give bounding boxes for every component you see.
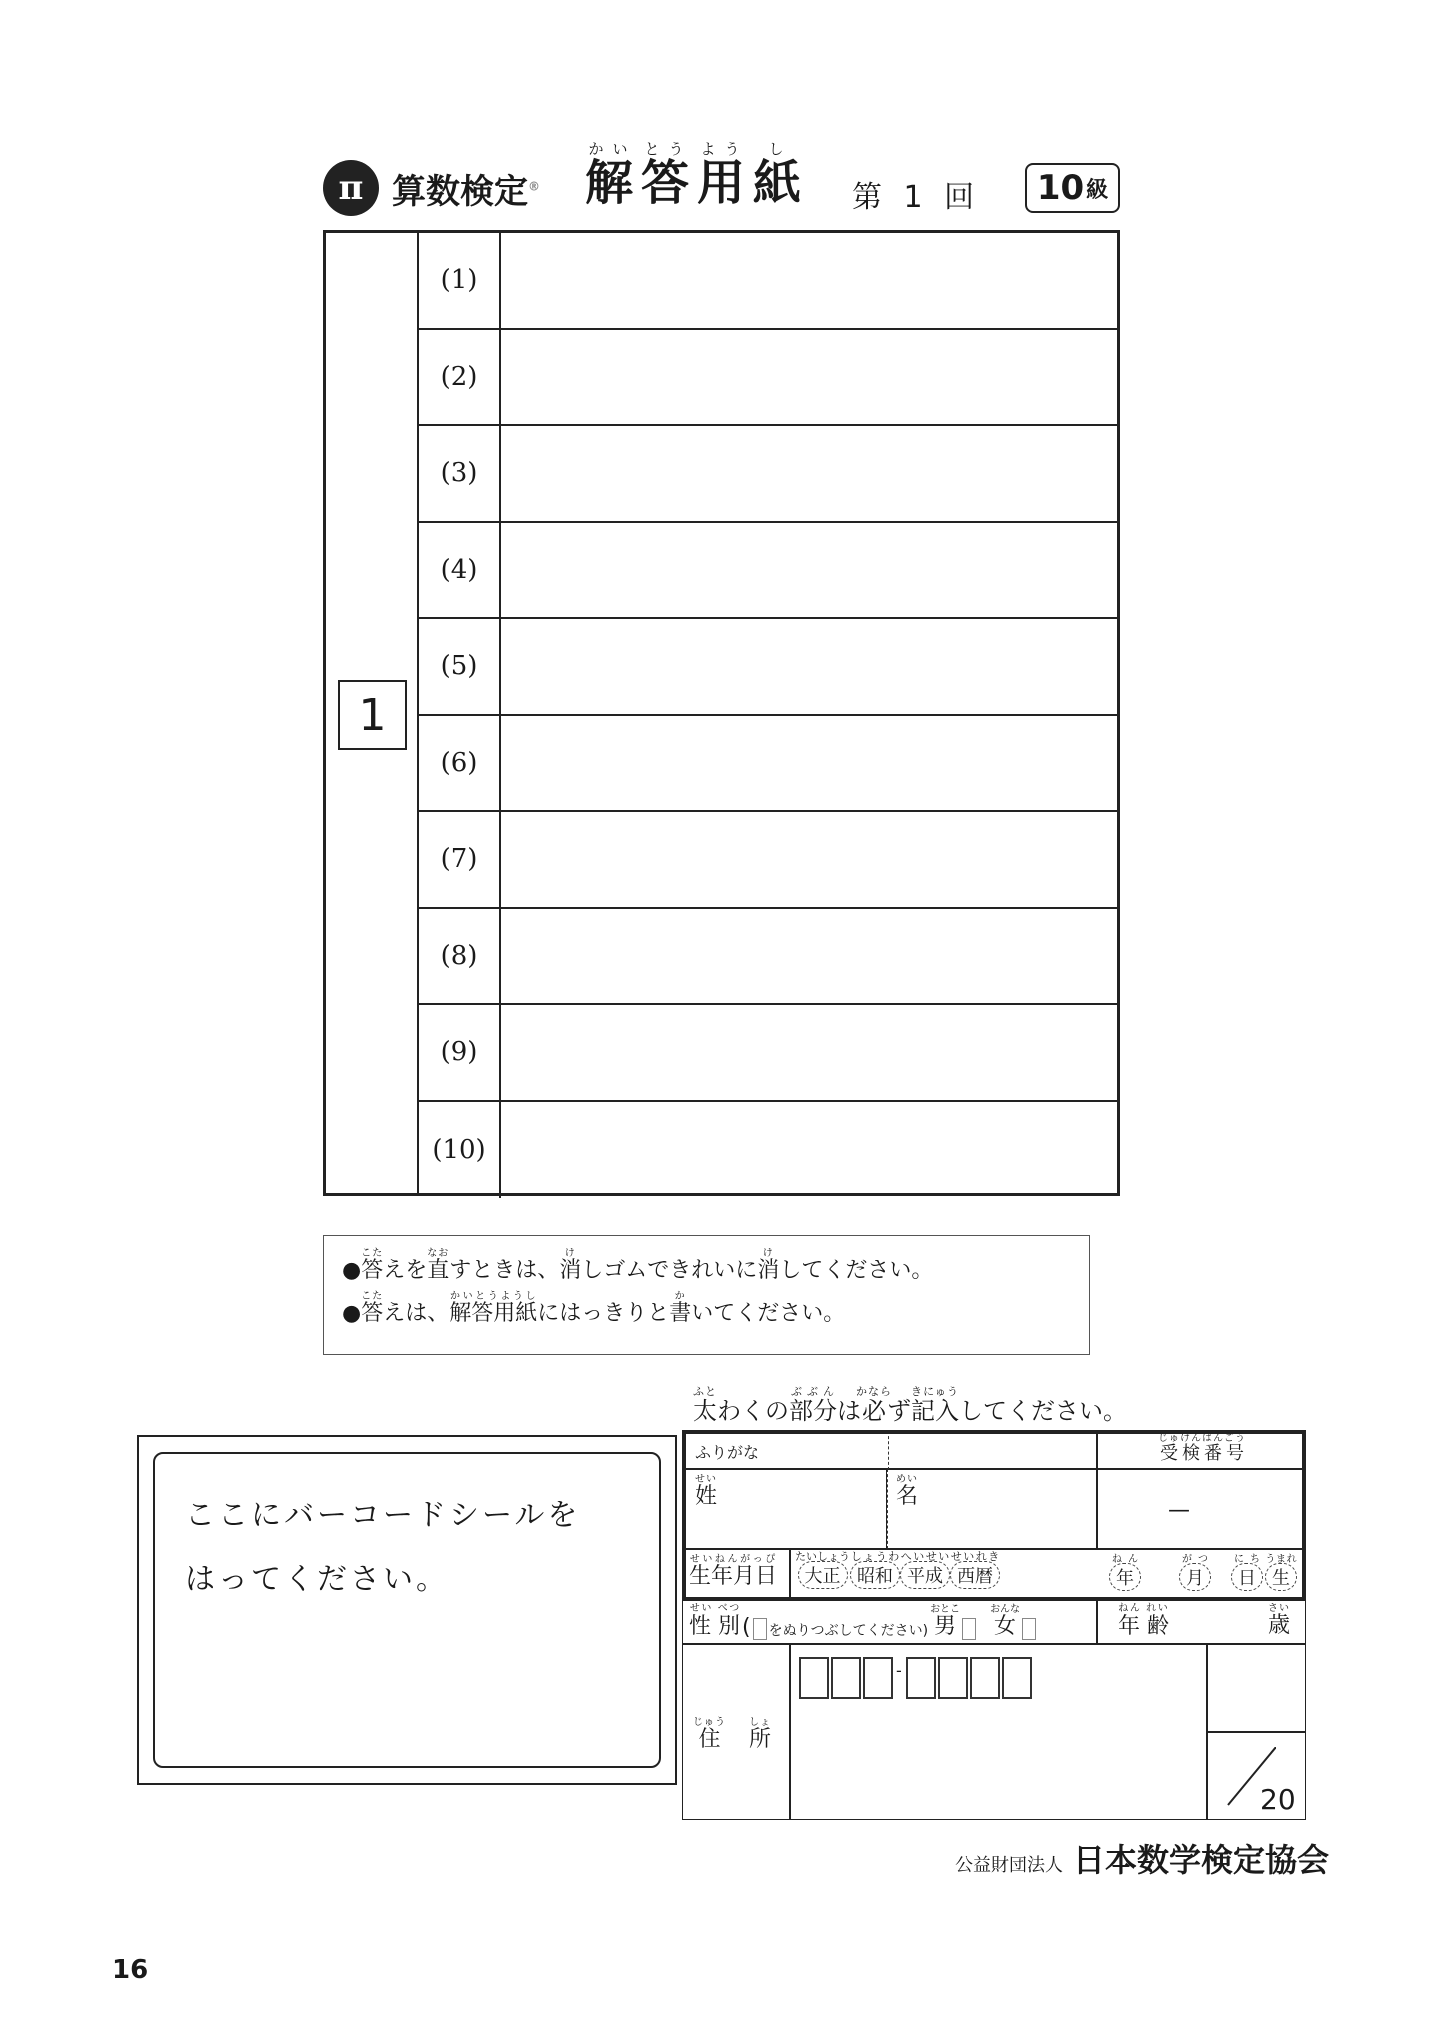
question-number: (3) <box>419 426 501 521</box>
title-char: 用よう <box>697 140 746 211</box>
instruction-line: ●答こたえを直なおすときは、消けしゴムできれいに消けしてください。 <box>342 1248 934 1283</box>
sex-label: 性 別 <box>689 1614 740 1639</box>
question-row <box>419 909 1120 1006</box>
zip-digit-box[interactable] <box>970 1657 1000 1699</box>
notice-part: 必かなら <box>856 1385 892 1425</box>
age-field[interactable]: 年 齢ねん れい 歳さい <box>1097 1600 1306 1644</box>
exam-number-label: 受検番号 <box>1158 1443 1246 1464</box>
answer-table <box>323 230 1120 1196</box>
organization-name: 公益財団法人 日本数学検定協会 <box>955 1841 1330 1879</box>
sex-field: 性 別せい べつ ( をぬりつぶしてください) 男おとこ 女おんな <box>682 1600 1097 1644</box>
score-blank <box>1207 1644 1306 1732</box>
furigana-label: ふりがな <box>695 1443 760 1462</box>
female-label: 女 <box>990 1614 1021 1639</box>
era-option[interactable]: 平成へいせい <box>900 1550 950 1587</box>
question-row <box>419 330 1120 427</box>
title-char: 答とう <box>641 140 690 211</box>
zip-digit-box[interactable] <box>938 1657 968 1699</box>
age-unit: 歳 <box>1268 1613 1291 1638</box>
pi-logo-icon: π <box>323 160 379 216</box>
answer-field[interactable] <box>501 330 1120 425</box>
page-title <box>585 140 801 213</box>
brand-text: 算数検定 <box>392 172 528 212</box>
address-field[interactable] <box>790 1644 1207 1820</box>
score-box <box>1207 1732 1306 1820</box>
notice-part: ず <box>887 1397 911 1425</box>
male-checkbox[interactable] <box>962 1618 976 1640</box>
barcode-area <box>137 1435 677 1785</box>
required-notice <box>693 1385 1127 1426</box>
examinee-form <box>682 1430 1306 1822</box>
male-label: 男 <box>930 1614 961 1639</box>
sex-instruction: をぬりつぶしてください) <box>768 1623 929 1639</box>
birthdate-label: 生年月日 <box>689 1564 778 1589</box>
question-row <box>419 716 1120 813</box>
round-label: 第 1 回 <box>852 180 981 215</box>
section-number: 1 <box>338 680 407 750</box>
female-checkbox[interactable] <box>1022 1618 1036 1640</box>
grade-badge: 10 級 <box>1025 163 1120 213</box>
question-row <box>419 619 1120 716</box>
zip-dash: - <box>896 1661 902 1680</box>
instructions-box <box>323 1235 1090 1355</box>
barcode-text: はってください。 <box>185 1562 449 1597</box>
title-char: 紙し <box>753 140 802 211</box>
question-number: (4) <box>419 523 501 618</box>
address-label: 住 <box>693 1727 726 1752</box>
question-number: (7) <box>419 812 501 907</box>
exam-number-field[interactable] <box>1097 1469 1306 1549</box>
section-column <box>326 233 419 1193</box>
answer-field[interactable] <box>501 1005 1120 1100</box>
question-row <box>419 523 1120 620</box>
notice-part: 記入きにゅう <box>911 1385 959 1425</box>
question-row <box>419 1005 1120 1102</box>
birthdate-field[interactable]: 大正たいしょう昭和しょうわ平成へいせい西暦せいれき 年ねん 月がつ 日にち 生うまれ <box>790 1549 1306 1600</box>
given-name-field[interactable]: 名めい <box>887 1469 1097 1549</box>
given-name-label: 名 <box>896 1484 919 1509</box>
answer-field[interactable] <box>501 426 1120 521</box>
answer-field[interactable] <box>501 716 1120 811</box>
question-number: (8) <box>419 909 501 1004</box>
answer-field[interactable] <box>501 523 1120 618</box>
birthdate-label-cell: 生年月日せいねんがっぴ <box>682 1549 790 1600</box>
question-number: (6) <box>419 716 501 811</box>
score-max: 20 <box>1260 1783 1296 1816</box>
notice-part: わくの <box>717 1397 789 1425</box>
zip-digit-box[interactable] <box>831 1657 861 1699</box>
notice-part: は <box>837 1397 861 1425</box>
answer-field[interactable] <box>501 619 1120 714</box>
answer-field[interactable] <box>501 1102 1120 1199</box>
notice-part: 部分ぶぶん <box>789 1385 837 1425</box>
question-number: (2) <box>419 330 501 425</box>
page-number: 16 <box>112 1955 149 1985</box>
era-option[interactable]: 大正たいしょう <box>795 1550 850 1587</box>
question-number: (10) <box>419 1102 501 1199</box>
zip-digit-box[interactable] <box>799 1657 829 1699</box>
surname-label: 姓 <box>695 1484 718 1509</box>
notice-part: してください。 <box>959 1397 1127 1425</box>
notice-part: 太ふと <box>693 1385 717 1425</box>
question-row <box>419 812 1120 909</box>
barcode-sticker-box <box>153 1452 661 1768</box>
brand-name <box>392 164 540 213</box>
registered-mark: ® <box>528 179 540 194</box>
zip-digit-box[interactable] <box>906 1657 936 1699</box>
title-char: 解かい <box>585 140 634 211</box>
question-number: (5) <box>419 619 501 714</box>
era-option[interactable]: 西暦せいれき <box>950 1550 1000 1587</box>
era-option[interactable]: 昭和しょうわ <box>850 1550 900 1587</box>
zip-digit-box[interactable] <box>1002 1657 1032 1699</box>
address-label-cell: 住じゅう 所しょ <box>682 1644 790 1820</box>
question-number: (9) <box>419 1005 501 1100</box>
question-number: (1) <box>419 233 501 328</box>
question-row <box>419 426 1120 523</box>
address-label: 所 <box>749 1727 772 1752</box>
answer-field[interactable] <box>501 909 1120 1004</box>
answer-field[interactable] <box>501 233 1120 328</box>
question-row <box>419 1102 1120 1199</box>
exam-number-header: 受検番号じゅけんばんごう <box>1097 1430 1306 1469</box>
answer-field[interactable] <box>501 812 1120 907</box>
furigana-field[interactable] <box>682 1430 1097 1469</box>
checkbox-icon <box>753 1618 767 1640</box>
question-row <box>419 233 1120 330</box>
instruction-line: ●答こたえは、解答用紙かいとうようしにはっきりと書かいてください。 <box>342 1291 846 1326</box>
zip-digit-box[interactable] <box>863 1657 893 1699</box>
barcode-text: ここにバーコードシールを <box>185 1498 581 1533</box>
exam-number-dash: — <box>1168 1498 1190 1523</box>
surname-field[interactable]: 姓せい <box>682 1469 887 1549</box>
age-label: 年 齢 <box>1118 1614 1169 1639</box>
